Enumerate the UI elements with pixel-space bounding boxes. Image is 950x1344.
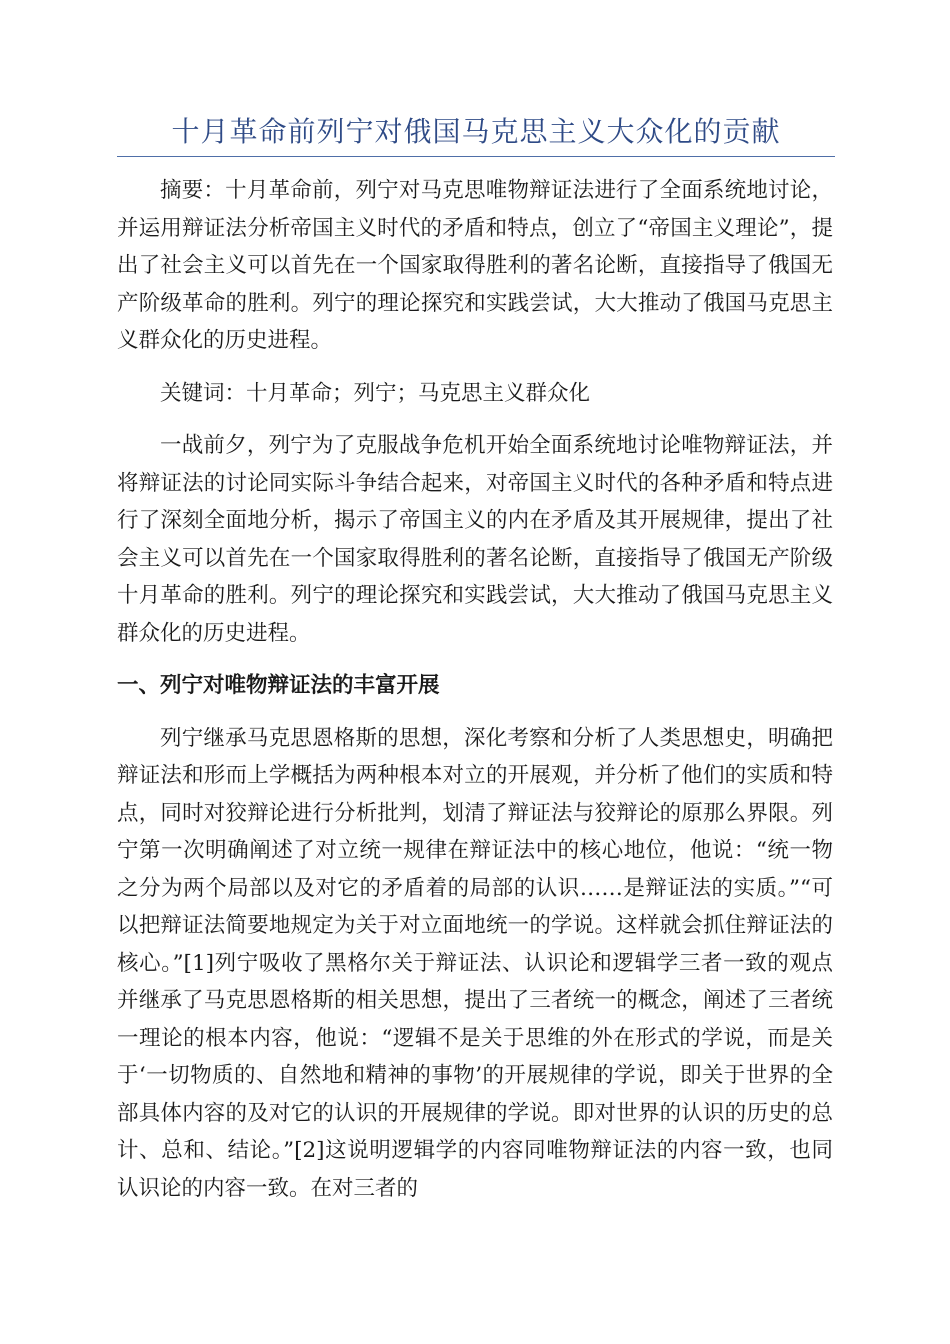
- section-heading: 一、列宁对唯物辩证法的丰富开展: [117, 673, 440, 698]
- abstract-paragraph: 摘要：十月革命前，列宁对马克思唯物辩证法进行了全面系统地讨论，并运用辩证法分析帝国主义时代的矛盾和特点，创立了“帝国主义理论”，提出了社会主义可以首先在一个国家取得胜利的著名论断，直接指导了俄国无产阶级革命的胜利。列宁的理论探究和实践尝试，大大推动了俄国马克思主义群众化的历史进程。: [117, 178, 833, 353]
- title-block: [117, 112, 835, 157]
- section-paragraph: 列宁继承马克思恩格斯的思想，深化考察和分析了人类思想史，明确把辩证法和形而上学概括为两种根本对立的开展观，并分析了他们的实质和特点，同时对狡辩论进行分析批判，划清了辩证法与狡辩论的原那么界限。列宁第一次明确阐述了对立统一规律在辩证法中的核心地位，他说：“统一物之分为两个局部以及对它的矛盾着的局部的认识……是辩证法的实质。”“可以把辩证法简要地规定为关于对立面地统一的学说。这样就会抓住辩证法的核心。”[1]列宁吸收了黑格尔关于辩证法、认识论和逻辑学三者一致的观点并继承了马克思恩格斯的相关思想，提出了三者统一的概念，阐述了三者统一理论的根本内容，他说：“逻辑不是关于思维的外在形式的学说，而是关于‘一切物质的、自然地和精神的事物’的开展规律的学说，即关于世界的全部具体内容的及对它的认识的开展规律的学说。即对世界的认识的历史的总计、总和、结论。”[2]这说明逻辑学的内容同唯物辩证法的内容一致，也同认识论的内容一致。在对三者的: [117, 725, 833, 1201]
- document-title: 十月革命前列宁对俄国马克思主义大众化的贡献: [171, 115, 781, 148]
- document-body: [117, 172, 833, 1222]
- keywords-paragraph: 关键词：十月革命；列宁；马克思主义群众化: [160, 380, 591, 406]
- intro-paragraph: 一战前夕，列宁为了克服战争危机开始全面系统地讨论唯物辩证法，并将辩证法的讨论同实际斗争结合起来，对帝国主义时代的各种矛盾和特点进行了深刻全面地分析，揭示了帝国主义的内在矛盾及其开展规律，提出了社会主义可以首先在一个国家取得胜利的著名论断，直接指导了俄国无产阶级十月革命的胜利。列宁的理论探究和实践尝试，大大推动了俄国马克思主义群众化的历史进程。: [117, 433, 833, 646]
